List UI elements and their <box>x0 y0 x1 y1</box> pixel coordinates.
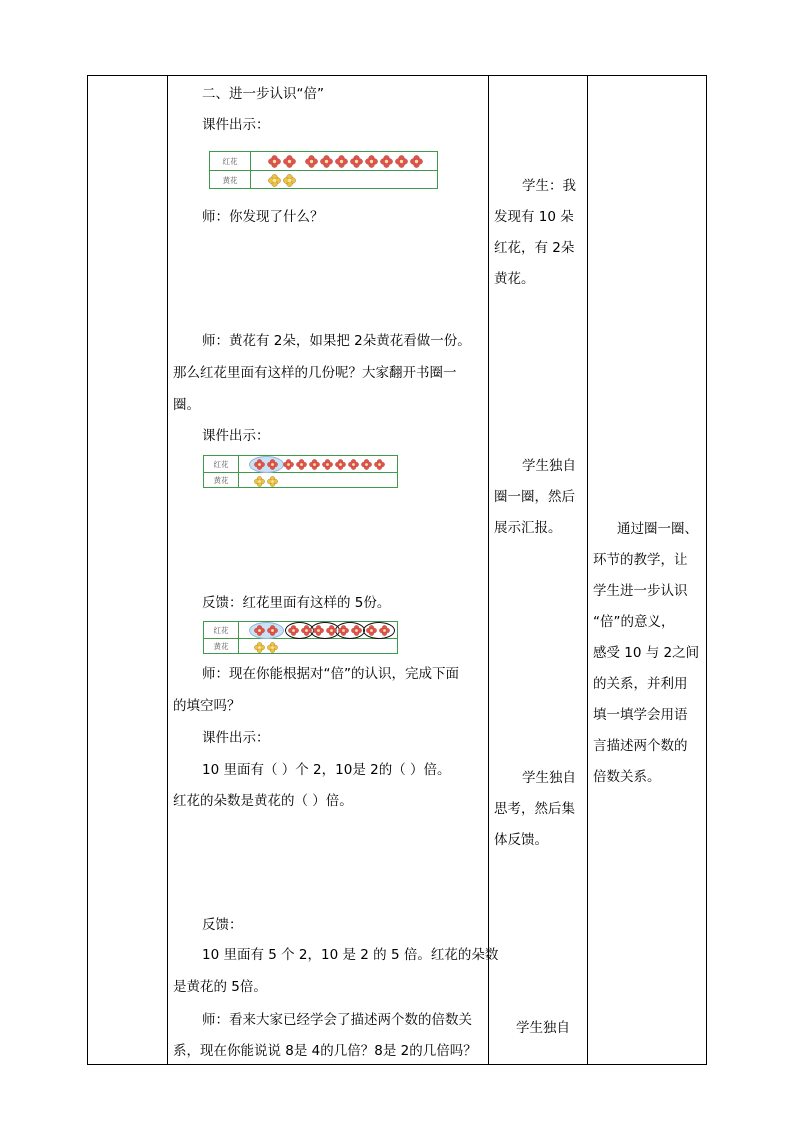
yellow-flower-label: 黄花 <box>222 176 238 185</box>
student-response: 展示汇报。 <box>494 520 562 536</box>
feedback-text: 反馈： <box>202 917 243 933</box>
red-flower-icon <box>320 155 333 168</box>
design-intent: “倍”的意义， <box>593 614 675 630</box>
flower-strip <box>203 455 398 488</box>
fill-in-blank: 10 里面有（ ）个 2，10是 2的（ ）倍。 <box>202 762 451 778</box>
teacher-question: 系，现在你能说说 8是 4的几倍？8是 2的几倍吗？ <box>173 1043 477 1059</box>
teacher-question: 那么红花里面有这样的几份呢？大家翻开书圈一 <box>173 365 457 381</box>
design-intent: 的关系，并利用 <box>593 676 688 692</box>
red-flower-icon <box>395 155 408 168</box>
design-intent: 通过圈一圈、 <box>617 521 698 537</box>
red-flower-icon <box>351 625 362 636</box>
red-flower-icon <box>348 459 359 470</box>
red-flower-icon <box>288 625 299 636</box>
red-flower-icon <box>254 625 265 636</box>
red-flower-icon <box>254 459 265 470</box>
design-intent: 倍数关系。 <box>593 769 661 785</box>
red-flower-icon <box>301 625 312 636</box>
red-flower-icon <box>326 625 337 636</box>
student-response: 学生独自 <box>522 458 576 474</box>
flower-strip <box>203 621 398 654</box>
yellow-flower-label: 黄花 <box>213 642 229 651</box>
courseware-label: 课件出示： <box>202 428 270 444</box>
column-divider <box>587 75 588 1065</box>
column-divider <box>167 75 168 1065</box>
answer-text: 是黄花的 5倍。 <box>173 979 267 995</box>
yellow-flower-icon <box>254 642 265 653</box>
red-flower-icon <box>410 155 423 168</box>
red-flower-icon <box>335 459 346 470</box>
student-response: 思考，然后集 <box>494 801 575 817</box>
feedback-text: 反馈：红花里面有这样的 5份。 <box>202 595 391 611</box>
red-flower-icon <box>309 459 320 470</box>
student-response: 红花，有 2朵 <box>494 240 575 256</box>
student-response: 学生独自 <box>516 1020 570 1036</box>
red-flower-icon <box>365 155 378 168</box>
teacher-question: 师：看来大家已经学会了描述两个数的倍数关 <box>202 1012 472 1028</box>
teacher-question: 师：黄花有 2朵，如果把 2朵黄花看做一份。 <box>202 333 471 349</box>
red-flower-icon <box>313 625 324 636</box>
red-flower-icon <box>335 155 348 168</box>
red-flower-label: 红花 <box>213 460 229 469</box>
red-flower-icon <box>379 625 390 636</box>
column-divider <box>488 75 489 1065</box>
courseware-label: 课件出示： <box>202 730 270 746</box>
red-flower-icon <box>305 155 318 168</box>
student-response: 圈一圈，然后 <box>494 489 575 505</box>
red-flower-icon <box>283 155 296 168</box>
red-flower-icon <box>338 625 349 636</box>
teacher-question: 的填空吗？ <box>173 698 241 714</box>
teacher-question: 圈。 <box>173 397 200 413</box>
student-response: 学生：我 <box>522 178 576 194</box>
red-flower-icon <box>374 459 385 470</box>
red-flower-label: 红花 <box>213 626 229 635</box>
section-title: 二、进一步认识“倍” <box>202 86 324 102</box>
yellow-flower-icon <box>267 642 278 653</box>
red-flower-icon <box>267 625 278 636</box>
red-flower-icon <box>268 155 281 168</box>
design-intent: 感受 10 与 2之间 <box>593 645 700 661</box>
design-intent: 填一填学会用语 <box>593 707 688 723</box>
yellow-flower-icon <box>267 476 278 487</box>
design-intent: 环节的教学，让 <box>593 552 688 568</box>
student-response: 黄花。 <box>494 271 535 287</box>
courseware-label: 课件出示： <box>202 117 270 133</box>
answer-text: 10 里面有 5 个 2，10 是 2 的 5 倍。红花的朵数 <box>202 947 499 963</box>
yellow-flower-label: 黄花 <box>213 476 229 485</box>
red-flower-icon <box>366 625 377 636</box>
student-response: 发现有 10 朵 <box>494 209 574 225</box>
red-flower-icon <box>380 155 393 168</box>
design-intent: 言描述两个数的 <box>593 738 688 754</box>
red-flower-icon <box>296 459 307 470</box>
flower-strip <box>209 151 438 189</box>
teacher-question: 师：你发现了什么？ <box>202 209 324 225</box>
teacher-question: 师：现在你能根据对“倍”的认识，完成下面 <box>202 666 459 682</box>
yellow-flower-icon <box>254 476 265 487</box>
red-flower-label: 红花 <box>222 157 238 166</box>
red-flower-icon <box>350 155 363 168</box>
design-intent: 学生进一步认识 <box>593 583 688 599</box>
fill-in-blank: 红花的朵数是黄花的（ ）倍。 <box>173 793 353 809</box>
red-flower-icon <box>361 459 372 470</box>
red-flower-icon <box>267 459 278 470</box>
student-response: 体反馈。 <box>494 832 548 848</box>
yellow-flower-icon <box>283 174 296 187</box>
red-flower-icon <box>283 459 294 470</box>
red-flower-icon <box>322 459 333 470</box>
student-response: 学生独自 <box>522 770 576 786</box>
yellow-flower-icon <box>268 174 281 187</box>
